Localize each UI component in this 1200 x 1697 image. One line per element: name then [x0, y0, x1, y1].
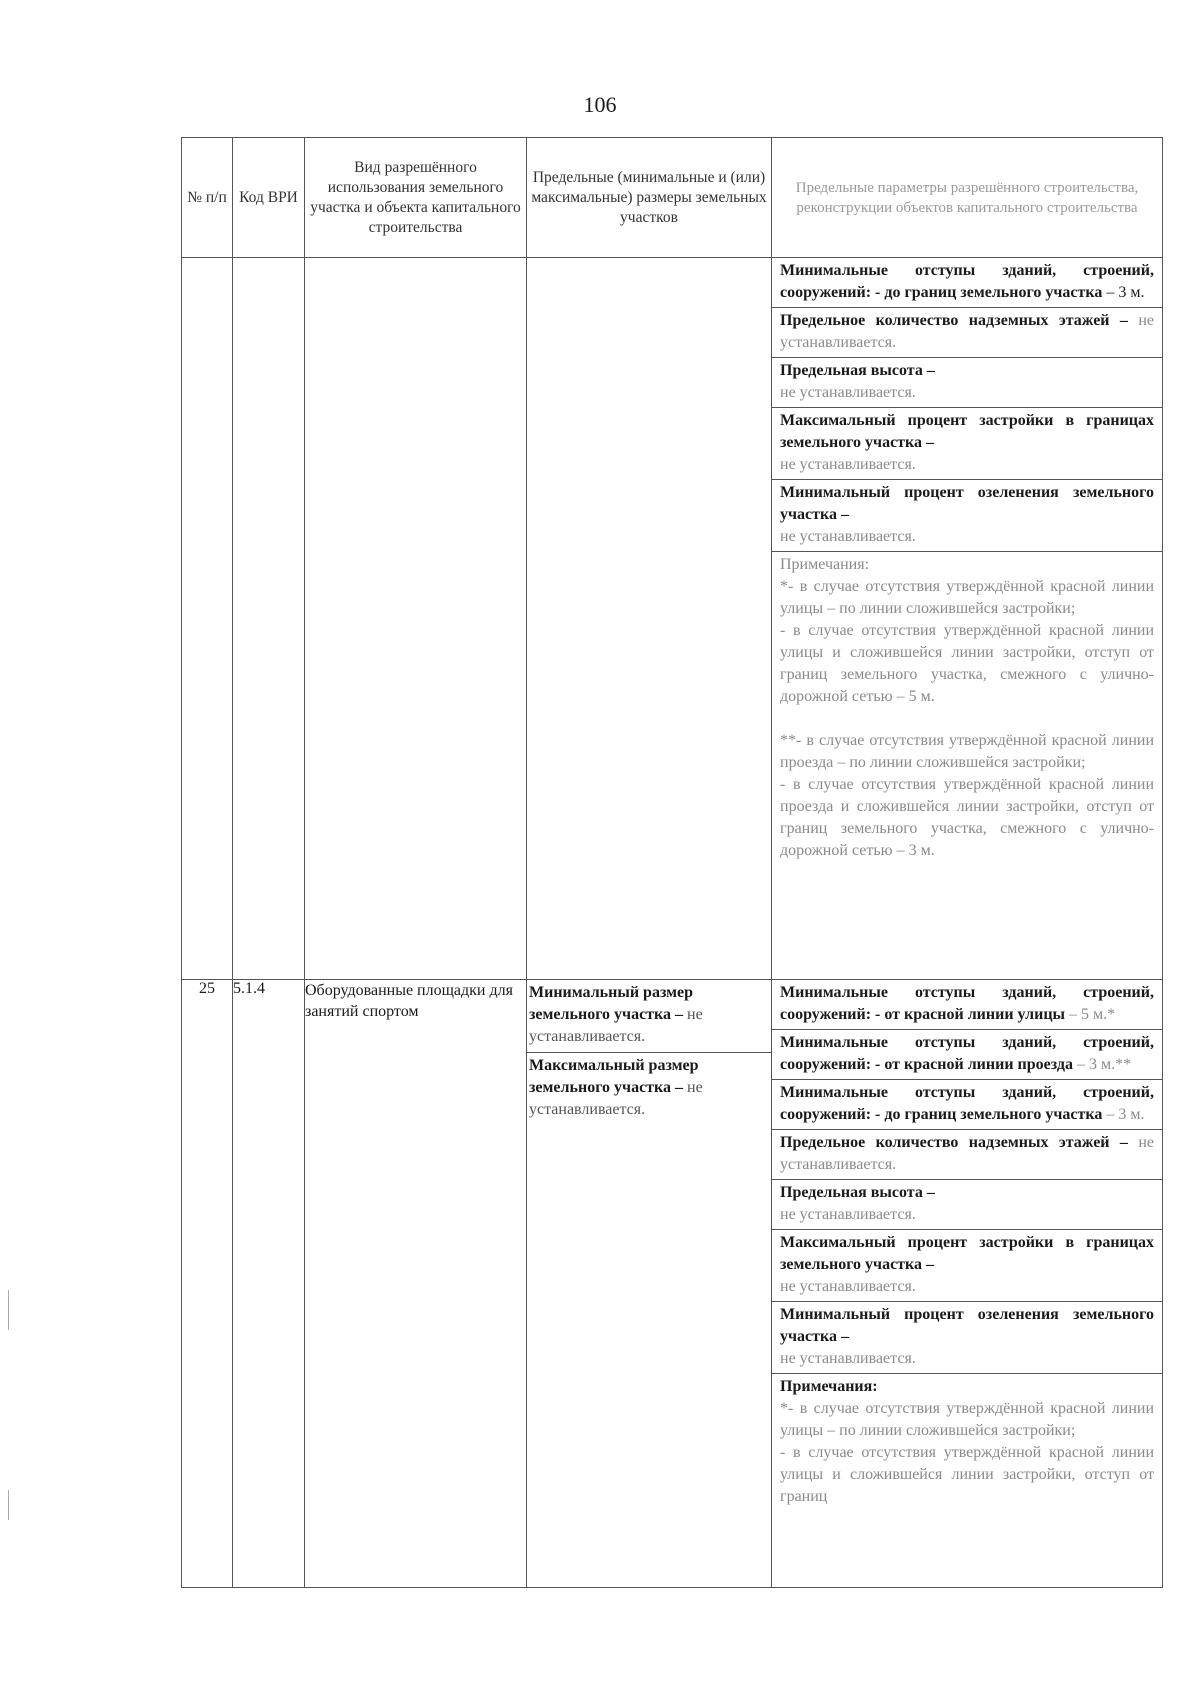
param-block: Предельное количество надземных этажей – не устанавливается. — [772, 1130, 1162, 1180]
param-block: Минимальные отступы зданий, строений, сооружений: - до границ земельного участка – 3 м. — [772, 1080, 1162, 1130]
header-sizes: Предельные (минимальные и (или) максимальные) размеры земельных участков — [527, 138, 772, 258]
cell-sizes — [527, 980, 772, 1588]
notes-title: Примечания: — [780, 556, 870, 573]
cell-code-empty — [233, 258, 305, 980]
notes-block — [772, 552, 1162, 865]
cell-params-prev — [772, 258, 1163, 980]
scan-margin-mark — [8, 1290, 9, 1330]
param-block: Минимальный процент озеленения земельного участка – не устанавливается. — [772, 480, 1162, 552]
param-block: Минимальный процент озеленения земельного участка – не устанавливается. — [772, 1302, 1162, 1374]
notes-block — [772, 1374, 1162, 1511]
page-number: 106 — [583, 92, 617, 117]
header-params: Предельные параметры разрешённого строительства, реконструкции объектов капитального строительства — [772, 138, 1163, 258]
scan-margin-mark — [8, 1490, 9, 1520]
header-code: Код ВРИ — [233, 138, 305, 258]
table-header-row — [182, 138, 1163, 258]
param-block: Предельное количество надземных этажей – не устанавливается. — [772, 308, 1162, 358]
cell-code: 5.1.4 — [233, 980, 305, 1588]
cell-num: 25 — [182, 980, 233, 1588]
notes-title: Примечания: — [780, 1378, 878, 1395]
header-vri: Вид разрешённого использования земельного участка и объекта капитального строительства — [305, 138, 527, 258]
cell-vri-empty — [305, 258, 527, 980]
param-block: Предельная высота – не устанавливается. — [772, 1180, 1162, 1230]
param-block: Минимальные отступы зданий, строений, сооружений: - до границ земельного участка – 3 м. — [772, 258, 1162, 308]
param-block: Предельная высота – не устанавливается. — [772, 358, 1162, 408]
note-line: - в случае отсутствия утверждённой красной линии проезда и сложившейся линии застройки, отступ от границ земельного участка, смежного с улично-дорожной сетью – 3 м. — [780, 776, 1154, 859]
table-row-25 — [182, 980, 1163, 1588]
cell-vri: Оборудованные площадки для занятий спортом — [305, 980, 527, 1588]
regulations-table — [181, 137, 1163, 1588]
header-num: № п/п — [182, 138, 233, 258]
size-block: Максимальный размер земельного участка – не устанавливается. — [529, 1057, 703, 1118]
note-line: *- в случае отсутствия утверждённой красной линии улицы – по линии сложившейся застройки; — [780, 578, 1154, 617]
note-line: **- в случае отсутствия утверждённой красной линии проезда – по линии сложившейся застройки; — [780, 732, 1154, 771]
cell-sizes-empty — [527, 258, 772, 980]
param-block: Минимальные отступы зданий, строений, сооружений: - от красной линии проезда – 3 м.** — [772, 1030, 1162, 1080]
size-block: Минимальный размер земельного участка – не устанавливается. — [527, 980, 771, 1053]
note-line: *- в случае отсутствия утверждённой красной линии улицы – по линии сложившейся застройки; — [780, 1400, 1154, 1439]
cell-num-empty — [182, 258, 233, 980]
note-line: - в случае отсутствия утверждённой красной линии улицы и сложившейся линии застройки, отступ от границ — [780, 1444, 1154, 1505]
param-block: Максимальный процент застройки в границах земельного участка – не устанавливается. — [772, 1230, 1162, 1302]
param-block: Минимальные отступы зданий, строений, сооружений: - от красной линии улицы – 5 м.* — [772, 980, 1162, 1030]
param-block: Максимальный процент застройки в границах земельного участка – не устанавливается. — [772, 408, 1162, 480]
note-line: - в случае отсутствия утверждённой красной линии улицы и сложившейся линии застройки, отступ от границ земельного участка, смежного с улично-дорожной сетью – 5 м. — [780, 622, 1154, 705]
table-row-continued — [182, 258, 1163, 980]
cell-params — [772, 980, 1163, 1588]
